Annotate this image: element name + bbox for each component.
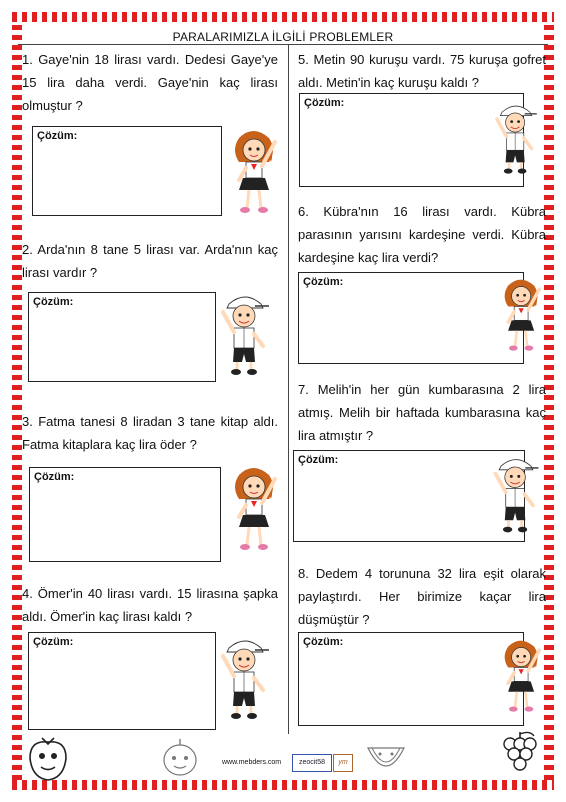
solution-label: Çözüm:: [303, 276, 344, 288]
signature-mark: ym: [333, 754, 353, 772]
boy-pointing-icon: [490, 98, 542, 180]
solution-label: Çözüm:: [303, 636, 344, 648]
solution-label: Çözüm:: [298, 454, 339, 466]
solution-label: Çözüm:: [34, 471, 75, 483]
boy-pointing-icon: [215, 290, 275, 380]
question-8: 8. Dedem 4 torununa 32 lira eşit olarak paylaştırdı. Her birimize kaçar lira düşmüştür ?: [298, 566, 546, 627]
solution-label: Çözüm:: [304, 97, 345, 109]
question-6: 6. Kübra'nın 16 lirası vardı. Kübra parasının yarısını kardeşine verdi. Kübra kardeşine kaç lira verdi?: [298, 204, 546, 265]
page-title: PARALARIMIZLA İLGİLİ PROBLEMLER: [172, 30, 394, 44]
question-2: 2. Arda'nın 8 tane 5 lirası var. Arda'nın kaç lirası vardır ?: [22, 242, 278, 280]
question-7: 7. Melih'in her gün kumbarasına 2 lira atmış. Melih bir haftada kumbarasına kaç lira atmıştır ?: [298, 382, 546, 443]
solution-label: Çözüm:: [37, 130, 78, 142]
answer-box-2[interactable]: [28, 292, 216, 382]
question-5: 5. Metin 90 kuruşu vardı. 75 kuruşa gofret aldı. Metin'in kaç kuruşu kaldı ?: [298, 52, 546, 90]
question-1: 1. Gaye'nin 18 lirası vardı. Dedesi Gaye'ye 15 lira daha verdi. Gaye'nin kaç lirası olmuştur ?: [22, 52, 278, 113]
strawberry-icon: [26, 734, 70, 782]
question-3: 3. Fatma tanesi 8 liradan 3 tane kitap aldı. Fatma kitaplara kaç lira öder ?: [22, 414, 278, 452]
fruit-icon: [160, 736, 200, 778]
solution-label: Çözüm:: [33, 296, 74, 308]
girl-pointing-icon: [496, 634, 548, 720]
grapes-icon: [498, 728, 542, 780]
author-badge: zeocit58: [292, 754, 332, 772]
answer-box-1[interactable]: [32, 126, 222, 216]
website-text: www.mebders.com: [222, 759, 282, 766]
boy-pointing-icon: [215, 634, 275, 724]
solution-label: Çözüm:: [33, 636, 74, 648]
answer-box-4[interactable]: [28, 632, 216, 730]
answer-box-3[interactable]: [29, 467, 221, 562]
watermelon-icon: [364, 734, 408, 778]
answer-box-8[interactable]: [298, 632, 524, 726]
question-4: 4. Ömer'in 40 lirası vardı. 15 lirasına şapka aldı. Ömer'in kaç lirası kaldı ?: [22, 586, 278, 624]
girl-pointing-icon: [225, 128, 285, 218]
girl-pointing-icon: [496, 274, 548, 358]
footer: [0, 742, 566, 782]
answer-box-6[interactable]: [298, 272, 524, 364]
boy-pointing-icon: [488, 453, 544, 537]
title-underline: [18, 44, 548, 45]
column-divider: [288, 44, 289, 734]
girl-pointing-icon: [225, 465, 285, 555]
